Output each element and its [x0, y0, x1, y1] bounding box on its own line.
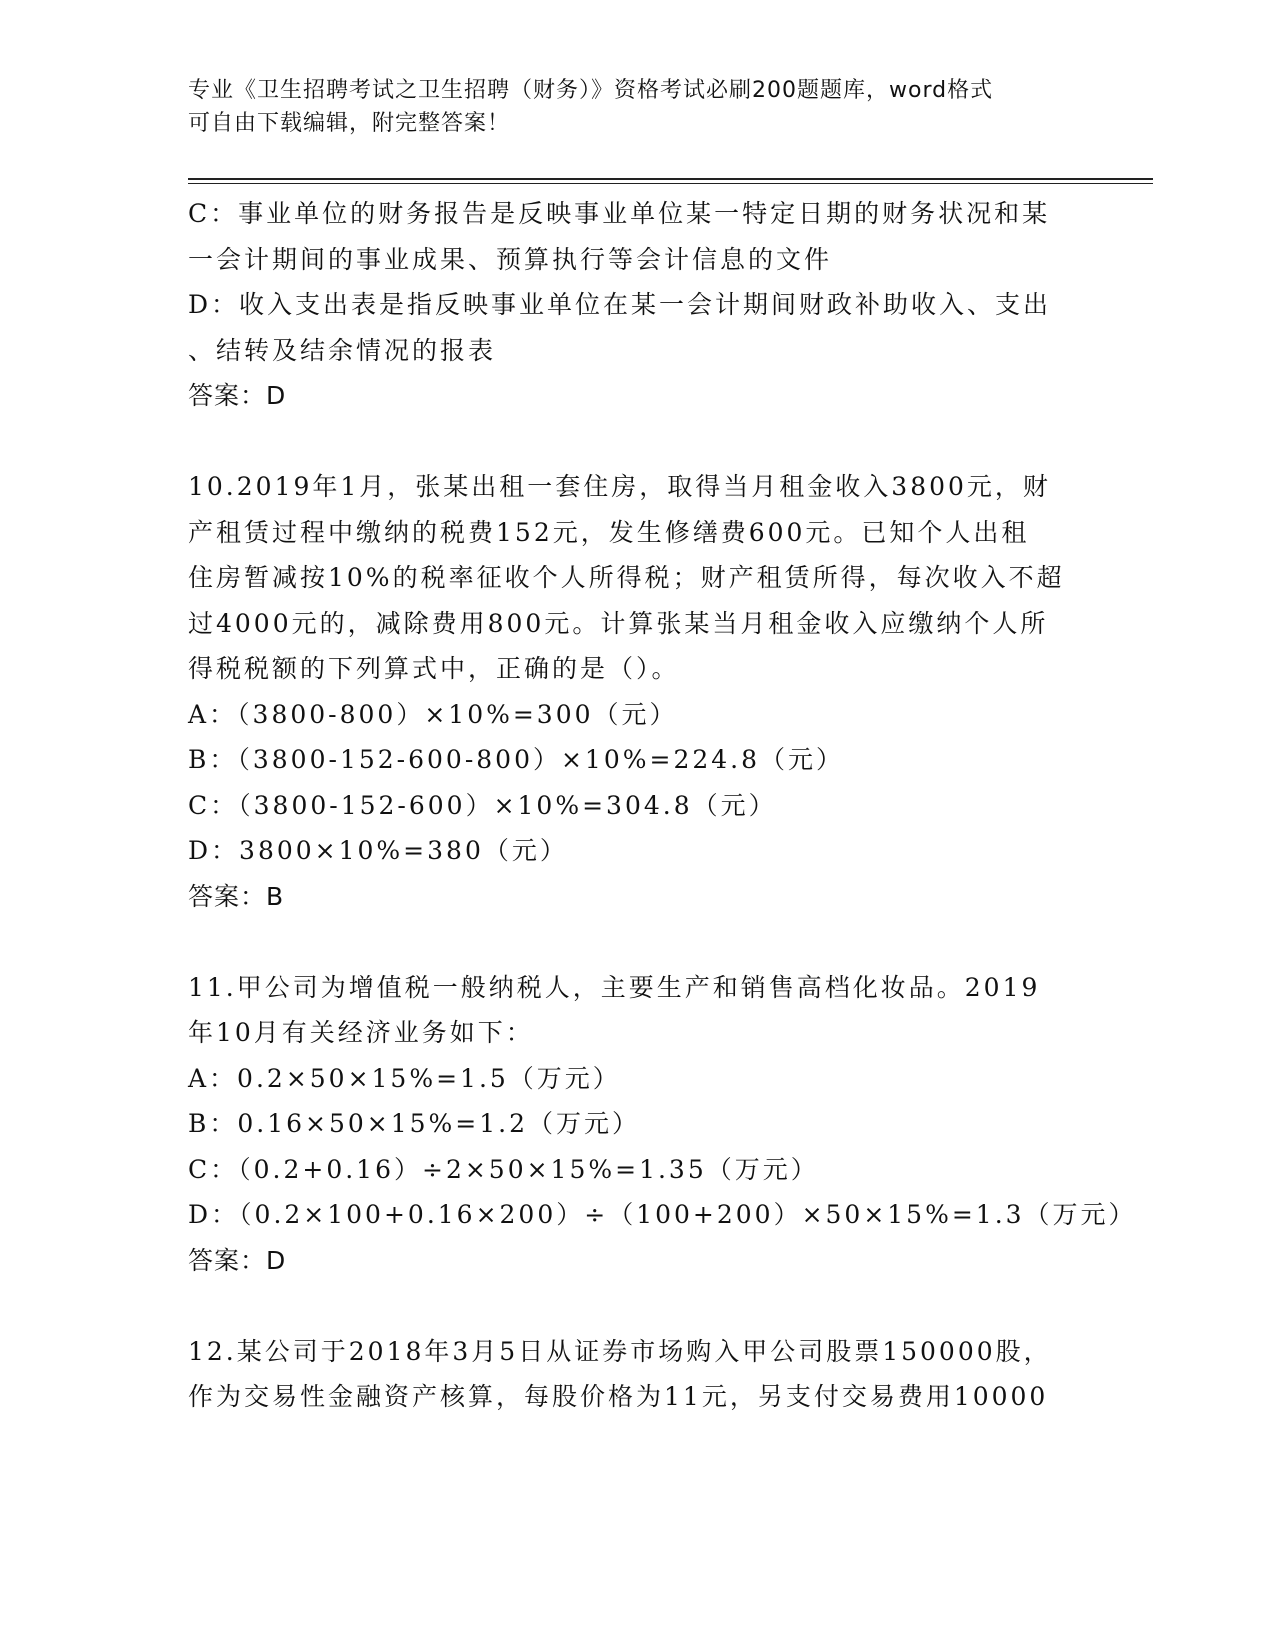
- option-c: C：（0.2+0.16）÷2×50×15%=1.35（万元）: [188, 1154, 819, 1184]
- option-a: A：0.2×50×15%=1.5（万元）: [188, 1063, 621, 1093]
- option-d: D：（0.2×100+0.16×200）÷（100+200）×50×15%=1.3（万元）: [188, 1200, 1137, 1229]
- question-9-tail: [188, 191, 1088, 419]
- question-stem-line: 作为交易性金融资产核算，每股价格为11元，另支付交易费用10000: [188, 1382, 1049, 1411]
- question-11: [188, 965, 1137, 1284]
- header-title-line1: 专业《卫生招聘考试之卫生招聘（财务）》资格考试必刷200题题库，word格式: [188, 78, 994, 103]
- answer-label: 答案：D: [188, 381, 287, 410]
- question-stem-line: 10.2019年1月，张某出租一套住房，取得当月租金收入3800元，财: [188, 472, 1051, 501]
- question-stem-line: 11.甲公司为增值税一般纳税人，主要生产和销售高档化妆品。2019: [188, 972, 1041, 1002]
- question-stem-line: 产租赁过程中缴纳的税费152元，发生修缮费600元。已知个人出租: [188, 517, 1030, 547]
- answer-label: 答案：B: [188, 881, 285, 911]
- question-stem-line: 过4000元的，减除费用800元。计算张某当月租金收入应缴纳个人所: [188, 608, 1049, 638]
- header-divider-thin: [188, 183, 1153, 184]
- option-b: B：（3800-152-600-800）×10%=224.8（元）: [188, 745, 845, 774]
- document-body: [188, 191, 1137, 1420]
- question-stem-line: 得税税额的下列算式中，正确的是（）。: [188, 654, 680, 683]
- header-divider: [188, 178, 1153, 180]
- question-stem-line: 12.某公司于2018年3月5日从证券市场购入甲公司股票150000股，: [188, 1336, 1052, 1366]
- document-header: [188, 74, 1088, 140]
- question-12: [188, 1329, 1088, 1420]
- question-10: [188, 464, 1088, 919]
- option-b: B：0.16×50×15%=1.2（万元）: [188, 1109, 641, 1138]
- option-c-line2: 一会计期间的事业成果、预算执行等会计信息的文件: [188, 244, 833, 274]
- answer-label: 答案：D: [188, 1245, 287, 1275]
- option-d-line2: 、结转及结余情况的报表: [188, 335, 497, 365]
- question-stem-line: 住房暂减按10%的税率征收个人所得税；财产租赁所得，每次收入不超: [188, 563, 1065, 592]
- header-title-line2: 可自由下载编辑，附完整答案！: [188, 111, 511, 136]
- option-d: D：3800×10%=380（元）: [188, 836, 568, 865]
- option-a: A：（3800-800）×10%=300（元）: [188, 699, 678, 729]
- option-c: C：（3800-152-600）×10%=304.8（元）: [188, 790, 777, 820]
- option-d-line1: D：收入支出表是指反映事业单位在某一会计期间财政补助收入、支出: [188, 290, 1052, 319]
- question-stem-line: 年10月有关经济业务如下：: [188, 1018, 534, 1047]
- option-c-line1: C：事业单位的财务报告是反映事业单位某一特定日期的财务状况和某: [188, 199, 1051, 228]
